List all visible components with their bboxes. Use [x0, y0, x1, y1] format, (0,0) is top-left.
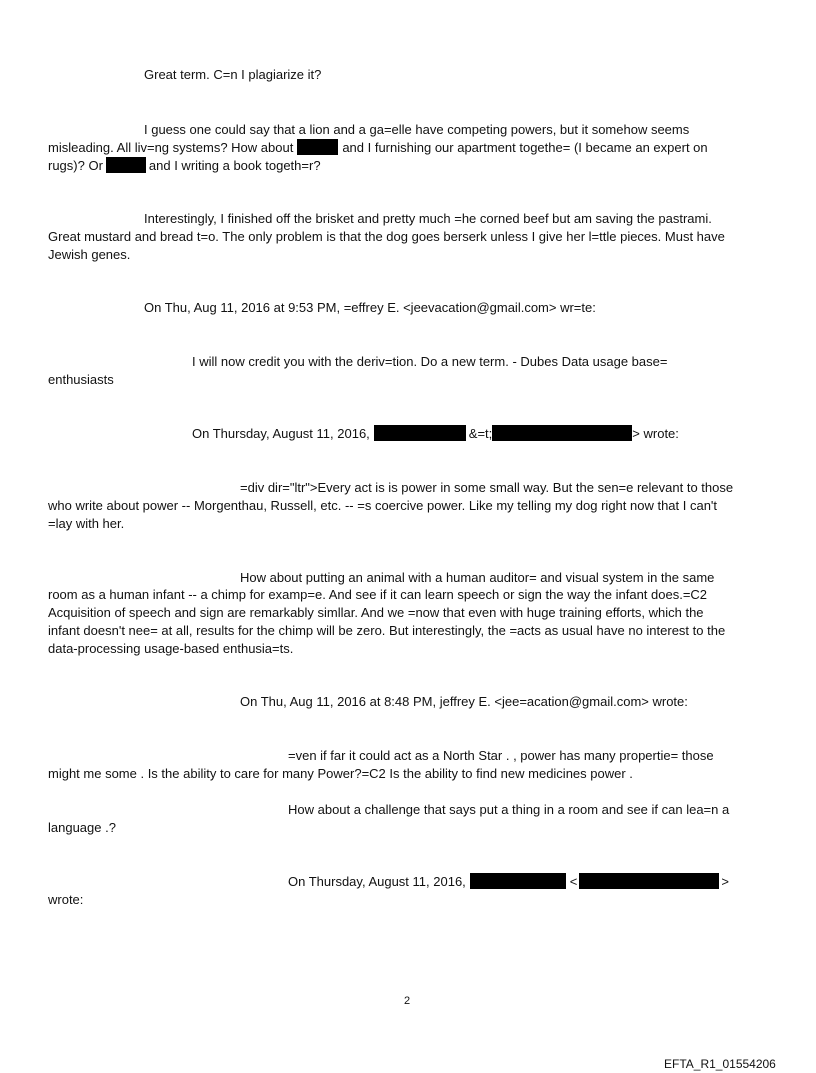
- paragraph-text: who write about power -- Morgenthau, Russell, etc. -- =s coercive power. Like my telling my dog right now that I can't: [48, 498, 718, 513]
- paragraph-text: [48, 139, 708, 157]
- paragraph-reply-1: Great term. C=n I plagiarize it?: [144, 67, 322, 82]
- paragraph-text: enthusiasts: [48, 372, 114, 387]
- text-segment: misleading. All liv=ng systems? How about: [48, 140, 294, 155]
- paragraph-text: data-processing usage-based enthusia=ts.: [48, 641, 294, 656]
- paragraph-text: room as a human infant -- a chimp for examp=e. And see if it can learn speech or sign the way the infant does.=C2: [48, 587, 708, 602]
- paragraph-text: I will now credit you with the deriv=tion. Do a new term. - Dubes Data usage base=: [192, 354, 668, 369]
- paragraph-text: =ven if far it could act as a North Star . , power has many propertie= those: [288, 748, 714, 763]
- quoted-header: [288, 873, 729, 891]
- paragraph-text: Interestingly, I finished off the brisket and pretty much =he corned beef but am saving the pastrami.: [144, 211, 712, 226]
- text-segment: and I furnishing our apartment togethe= (I became an expert on: [342, 140, 708, 155]
- paragraph-text: [48, 157, 321, 175]
- text-segment: On Thursday, August 11, 2016,: [288, 874, 466, 889]
- redaction-block: [374, 425, 466, 441]
- document-id-footer: EFTA_R1_01554206: [664, 1057, 776, 1071]
- paragraph-text: Great mustard and bread t=o. The only problem is that the dog goes berserk unless I give her l=ttle pieces. Must have: [48, 229, 725, 244]
- paragraph-text: infant doesn't nee= at all, results for the chimp will be zero. But interestingly, the =acts as usual have no interest to the: [48, 623, 726, 638]
- page-number: 2: [404, 995, 411, 1007]
- paragraph-text: Acquisition of speech and sign are remarkably simllar. And we =now that even with huge training efforts, which the: [48, 605, 704, 620]
- paragraph-text: I guess one could say that a lion and a ga=elle have competing powers, but it somehow seems: [144, 122, 690, 137]
- text-segment: rugs)? Or: [48, 158, 103, 173]
- text-segment: >: [721, 874, 729, 889]
- redaction-block: [106, 157, 146, 173]
- redaction-block: [297, 139, 338, 155]
- text-segment: <: [569, 874, 578, 889]
- paragraph-text: =lay with her.: [48, 516, 125, 531]
- text-segment: > wrote:: [632, 426, 679, 441]
- text-segment: On Thursday, August 11, 2016,: [192, 426, 370, 441]
- paragraph-text: =div dir="ltr">Every act is is power in some small way. But the sen=e relevant to those: [240, 480, 734, 495]
- redaction-block: [579, 873, 719, 889]
- paragraph-text: How about a challenge that says put a thing in a room and see if can lea=n a: [288, 802, 730, 817]
- redaction-block: [470, 873, 566, 889]
- paragraph-text: Jewish genes.: [48, 247, 131, 262]
- text-segment: &=t;: [468, 426, 493, 441]
- paragraph-text: language .?: [48, 820, 116, 835]
- quoted-header: On Thu, Aug 11, 2016 at 9:53 PM, =effrey E. <jeevacation@gmail.com> wr=te:: [144, 300, 596, 315]
- paragraph-text: How about putting an animal with a human auditor= and visual system in the same: [240, 570, 715, 585]
- quoted-header: On Thu, Aug 11, 2016 at 8:48 PM, jeffrey E. <jee=acation@gmail.com> wrote:: [240, 694, 688, 709]
- paragraph-text: might me some . Is the ability to care for many Power?=C2 Is the ability to find new medicines power .: [48, 766, 633, 781]
- paragraph-text: wrote:: [48, 892, 84, 907]
- redaction-block: [492, 425, 632, 441]
- quoted-header: [192, 425, 679, 443]
- text-segment: and I writing a book togeth=r?: [148, 158, 321, 173]
